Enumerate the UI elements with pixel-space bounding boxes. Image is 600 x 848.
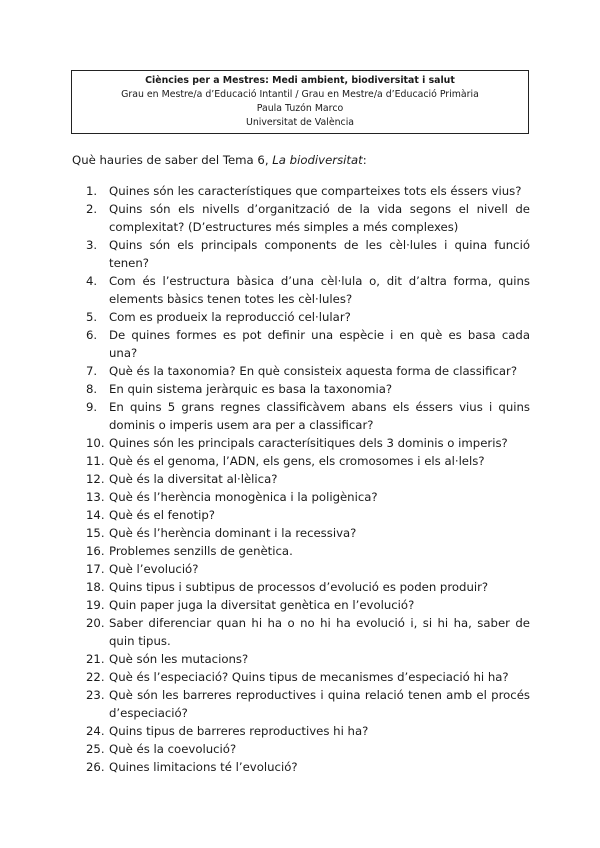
- question-number: 25.: [86, 742, 105, 756]
- question-item: [86, 488, 530, 506]
- question-text: En quins 5 grans regnes classificàvem abans els éssers vius i quins dominis o imperis usem ara per a classificar?: [109, 400, 530, 432]
- question-item: [86, 740, 530, 758]
- question-text: Què és el fenotip?: [109, 508, 215, 522]
- question-number: 17.: [86, 562, 105, 576]
- question-text: Què és l’herència monogènica i la poligènica?: [109, 490, 378, 504]
- question-item: [86, 560, 530, 578]
- question-text: Com és l’estructura bàsica d’una cèl·lula o, dit d’altra forma, quins elements bàsics tenen totes les cèl·lules?: [109, 274, 530, 306]
- university-name: Universitat de València: [245, 117, 355, 128]
- question-item: [86, 506, 530, 524]
- intro-sentence: [72, 152, 367, 168]
- question-item: [86, 596, 530, 614]
- question-text: Què són les barreres reproductives i quina relació tenen amb el procés d’especiació?: [109, 688, 530, 720]
- question-text: En quin sistema jeràrquic es basa la taxonomia?: [109, 382, 393, 396]
- question-item: [86, 542, 530, 560]
- question-item: [86, 524, 530, 542]
- question-number: 3.: [86, 238, 98, 252]
- question-number: 4.: [86, 274, 98, 288]
- question-item: [86, 722, 530, 740]
- question-number: 5.: [86, 310, 98, 324]
- question-item: [86, 182, 530, 200]
- question-number: 2.: [86, 202, 98, 216]
- question-text: Saber diferenciar quan hi ha o no hi ha evolució i, si hi ha, saber de quin tipus.: [109, 616, 530, 648]
- question-text: Com es produeix la reproducció cel·lular?: [109, 310, 351, 324]
- question-text: Quins tipus i subtipus de processos d’evolució es poden produir?: [109, 580, 489, 594]
- question-number: 14.: [86, 508, 105, 522]
- intro-suffix: :: [362, 153, 367, 167]
- question-text: Quins són els principals components de les cèl·lules i quina funció tenen?: [109, 238, 530, 270]
- question-text: Quines són les característiques que comparteixes tots els éssers vius?: [109, 184, 522, 198]
- question-item: [86, 398, 530, 434]
- question-number: 9.: [86, 400, 98, 414]
- question-text: Què són les mutacions?: [109, 652, 249, 666]
- question-text: Què l’evolució?: [109, 562, 199, 576]
- question-text: Quins són els nivells d’organització de la vida segons el nivell de complexitat? (D’estructures més simples a més complexes): [109, 202, 530, 234]
- question-item: [86, 578, 530, 596]
- question-item: [86, 650, 530, 668]
- question-item: [86, 686, 530, 722]
- question-number: 21.: [86, 652, 105, 666]
- question-item: [86, 434, 530, 452]
- question-item: [86, 668, 530, 686]
- question-number: 22.: [86, 670, 105, 684]
- intro-prefix: Què hauries de saber del Tema 6,: [72, 153, 273, 167]
- question-number: 6.: [86, 328, 98, 342]
- question-text: Què és la taxonomia? En què consisteix aquesta forma de classificar?: [109, 364, 518, 378]
- question-item: [86, 380, 530, 398]
- question-item: [86, 308, 530, 326]
- question-text: Problemes senzills de genètica.: [109, 544, 293, 558]
- question-number: 1.: [86, 184, 98, 198]
- question-number: 12.: [86, 472, 105, 486]
- question-number: 7.: [86, 364, 98, 378]
- question-list: [86, 182, 530, 776]
- question-item: [86, 758, 530, 776]
- question-item: [86, 272, 530, 308]
- question-item: [86, 614, 530, 650]
- course-title: Ciències per a Mestres: Medi ambient, biodiversitat i salut: [145, 75, 455, 86]
- question-text: Quines limitacions té l’evolució?: [109, 760, 298, 774]
- intro-topic: La biodiversitat: [272, 153, 363, 167]
- question-number: 15.: [86, 526, 105, 540]
- question-text: Quines són les principals caracterísitiques dels 3 dominis o imperis?: [109, 436, 508, 450]
- question-number: 20.: [86, 616, 105, 630]
- question-number: 11.: [86, 454, 105, 468]
- degree-programs: Grau en Mestre/a d’Educació Intantil / Grau en Mestre/a d’Educació Primària: [121, 89, 479, 100]
- question-number: 8.: [86, 382, 98, 396]
- question-text: Què és la coevolució?: [109, 742, 237, 756]
- question-text: Què és l’especiació? Quins tipus de mecanismes d’especiació hi ha?: [109, 670, 509, 684]
- question-text: Quins tipus de barreres reproductives hi ha?: [109, 724, 369, 738]
- document-header-box: [71, 70, 529, 134]
- question-item: [86, 470, 530, 488]
- question-item: [86, 200, 530, 236]
- question-number: 19.: [86, 598, 105, 612]
- question-text: Què és el genoma, l’ADN, els gens, els cromosomes i els al·lels?: [109, 454, 485, 468]
- question-number: 23.: [86, 688, 105, 702]
- question-item: [86, 362, 530, 380]
- question-number: 10.: [86, 436, 105, 450]
- question-text: De quines formes es pot definir una espècie i en què es basa cada una?: [109, 328, 530, 360]
- question-number: 24.: [86, 724, 105, 738]
- question-number: 16.: [86, 544, 105, 558]
- question-number: 13.: [86, 490, 105, 504]
- question-item: [86, 452, 530, 470]
- question-number: 26.: [86, 760, 105, 774]
- question-number: 18.: [86, 580, 105, 594]
- question-text: Què és la diversitat al·lèlica?: [109, 472, 278, 486]
- author-name: Paula Tuzón Marco: [256, 103, 344, 114]
- question-item: [86, 236, 530, 272]
- question-text: Què és l’herència dominant i la recessiva?: [109, 526, 357, 540]
- question-text: Quin paper juga la diversitat genètica en l’evolució?: [109, 598, 415, 612]
- question-item: [86, 326, 530, 362]
